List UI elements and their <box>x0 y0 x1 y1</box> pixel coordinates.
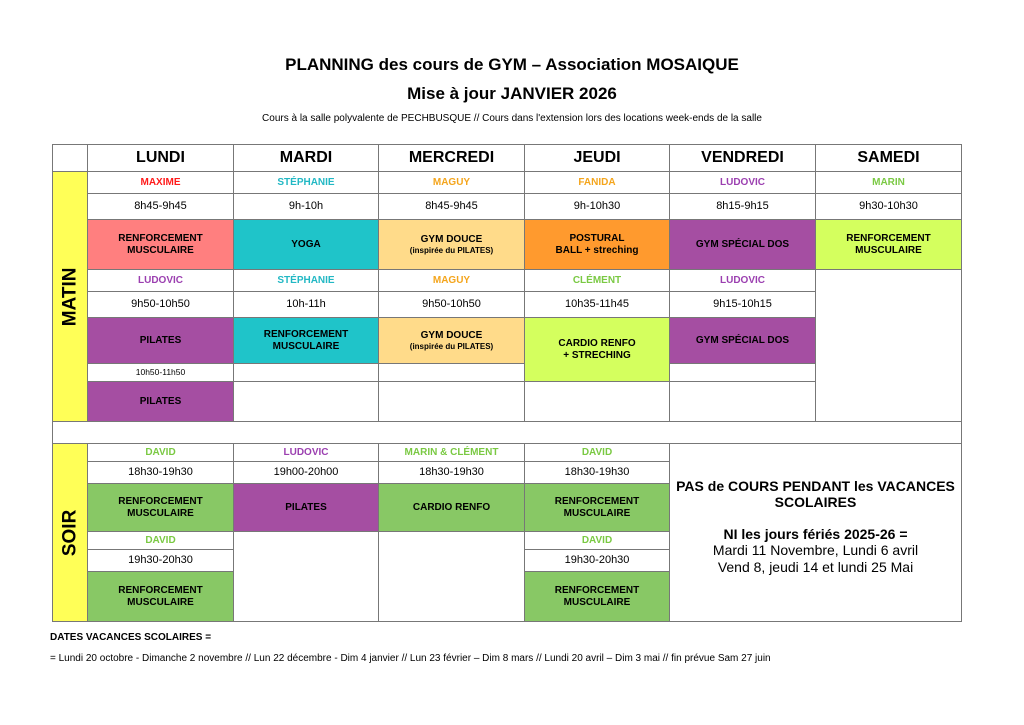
class-time: 19h30-20h30 <box>87 549 234 572</box>
class-time: 18h30-19h30 <box>87 461 234 484</box>
page-subtitle: Mise à jour JANVIER 2026 <box>407 84 617 103</box>
instructor-name: LUDOVIC <box>233 443 379 462</box>
day-header-lundi: LUNDI <box>87 144 234 172</box>
instructor-name: LUDOVIC <box>669 171 816 194</box>
school-holidays-dates: = Lundi 20 octobre - Dimanche 2 novembre // Lun 22 décembre - Dim 4 janvier // Lun 23 février – Dim 8 mars // Lundi 20 avril – Dim 3 mai // fin prévue Sam 27 juin <box>50 653 771 664</box>
empty-cell <box>233 531 379 622</box>
course-block: PILATES <box>87 317 234 364</box>
instructor-name: MAGUY <box>378 269 525 292</box>
empty-cell <box>378 363 525 382</box>
class-time: 9h-10h <box>233 193 379 220</box>
course-block: RENFORCEMENT MUSCULAIRE <box>815 219 962 270</box>
instructor-name: DAVID <box>524 531 670 550</box>
instructor-name: MAXIME <box>87 171 234 194</box>
class-time: 8h45-9h45 <box>87 193 234 220</box>
class-time: 8h15-9h15 <box>669 193 816 220</box>
holiday-notice <box>669 443 962 622</box>
day-header-mardi: MARDI <box>233 144 379 172</box>
course-block: RENFORCEMENT MUSCULAIRE <box>524 571 670 622</box>
course-block: GYM DOUCE (inspirée du PILATES) <box>378 219 525 270</box>
course-block: RENFORCEMENT MUSCULAIRE <box>233 317 379 364</box>
day-header-jeudi: JEUDI <box>524 144 670 172</box>
empty-cell <box>669 363 816 382</box>
instructor-name: LUDOVIC <box>87 269 234 292</box>
class-time: 19h00-20h00 <box>233 461 379 484</box>
instructor-name: MARIN & CLÉMENT <box>378 443 525 462</box>
class-time: 9h50-10h50 <box>378 291 525 318</box>
instructor-name: DAVID <box>87 443 234 462</box>
separator-row <box>52 421 962 444</box>
empty-cell <box>815 269 962 422</box>
instructor-name: DAVID <box>524 443 670 462</box>
class-time: 8h45-9h45 <box>378 193 525 220</box>
empty-cell <box>669 381 816 422</box>
instructor-name: STÉPHANIE <box>233 269 379 292</box>
course-block: PILATES <box>233 483 379 532</box>
empty-cell <box>378 531 525 622</box>
instructor-name: MAGUY <box>378 171 525 194</box>
school-holidays-label: DATES VACANCES SCOLAIRES = <box>50 632 212 643</box>
class-time: 9h15-10h15 <box>669 291 816 318</box>
course-block: RENFORCEMENT MUSCULAIRE <box>524 483 670 532</box>
empty-cell <box>378 381 525 422</box>
course-block: RENFORCEMENT MUSCULAIRE <box>87 571 234 622</box>
class-time: 9h30-10h30 <box>815 193 962 220</box>
class-time: 18h30-19h30 <box>524 461 670 484</box>
page-title: PLANNING des cours de GYM – Association MOSAIQUE <box>285 55 739 74</box>
day-header-mercredi: MERCREDI <box>378 144 525 172</box>
instructor-name: FANIDA <box>524 171 670 194</box>
course-block: CARDIO RENFO <box>378 483 525 532</box>
course-block: CARDIO RENFO + STRECHING <box>524 317 670 382</box>
class-time: 10h-11h <box>233 291 379 318</box>
course-block: POSTURAL BALL + streching <box>524 219 670 270</box>
class-time: 9h-10h30 <box>524 193 670 220</box>
class-time: 18h30-19h30 <box>378 461 525 484</box>
notice-no-classes: PAS de COURS PENDANT les VACANCES SCOLAIRES <box>676 478 955 511</box>
section-label-soir: SOIR <box>52 443 88 622</box>
class-time: 10h50-11h50 <box>87 363 234 382</box>
empty-cell <box>233 363 379 382</box>
instructor-name: STÉPHANIE <box>233 171 379 194</box>
notice-holidays-heading: NI les jours fériés 2025-26 = <box>723 526 908 543</box>
instructor-name: CLÉMENT <box>524 269 670 292</box>
class-time: 19h30-20h30 <box>524 549 670 572</box>
course-block: PILATES <box>87 381 234 422</box>
instructor-name: DAVID <box>87 531 234 550</box>
course-block: RENFORCEMENT MUSCULAIRE <box>87 219 234 270</box>
empty-cell <box>524 381 670 422</box>
day-header-samedi: SAMEDI <box>815 144 962 172</box>
section-label-matin: MATIN <box>52 171 88 422</box>
course-block: YOGA <box>233 219 379 270</box>
notice-holidays-dates: Mardi 11 Novembre, Lundi 6 avril <box>712 542 919 559</box>
instructor-name: LUDOVIC <box>669 269 816 292</box>
notice-holidays-dates: Vend 8, jeudi 14 et lundi 25 Mai <box>717 558 914 575</box>
course-block: GYM DOUCE (inspirée du PILATES) <box>378 317 525 364</box>
course-block: RENFORCEMENT MUSCULAIRE <box>87 483 234 532</box>
location-note: Cours à la salle polyvalente de PECHBUSQUE // Cours dans l'extension lors des locations week-ends de la salle <box>262 113 762 124</box>
instructor-name: MARIN <box>815 171 962 194</box>
class-time: 9h50-10h50 <box>87 291 234 318</box>
course-block: GYM SPÉCIAL DOS <box>669 317 816 364</box>
course-block: GYM SPÉCIAL DOS <box>669 219 816 270</box>
corner-cell <box>52 144 88 172</box>
class-time: 10h35-11h45 <box>524 291 670 318</box>
empty-cell <box>233 381 379 422</box>
day-header-vendredi: VENDREDI <box>669 144 816 172</box>
